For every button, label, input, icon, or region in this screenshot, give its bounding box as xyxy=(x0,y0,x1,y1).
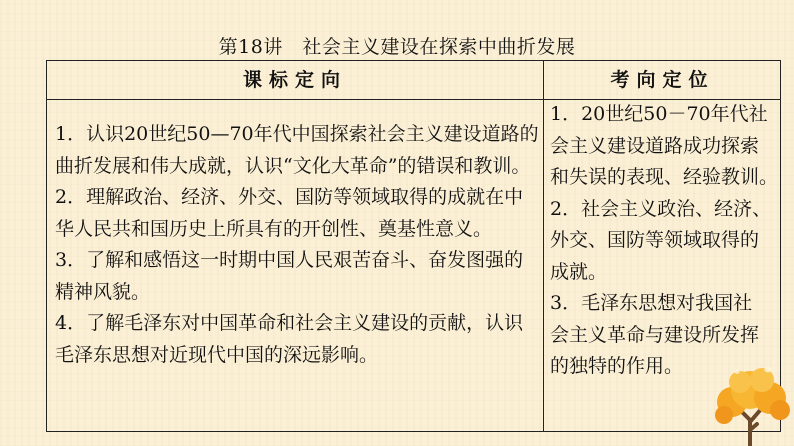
curriculum-line: 2．理解政治、经济、外交、国防等领域取得的成就在中 xyxy=(55,186,524,208)
curriculum-line: 精神风貌。 xyxy=(55,280,151,303)
exam-focus-line: 外交、国防等领域取得的 xyxy=(550,229,760,251)
exam-focus-line: 1．20世纪50－70年代社 xyxy=(550,103,768,125)
curriculum-line: 毛泽东思想对近现代中国的深远影响。 xyxy=(55,343,379,366)
exam-focus-line: 2．社会主义政治、经济、 xyxy=(550,197,772,220)
exam-focus-line: 3．毛泽东思想对我国社 xyxy=(550,292,753,314)
content-table xyxy=(46,60,781,432)
exam-focus-line: 的独特的作用。 xyxy=(550,355,684,377)
column-divider xyxy=(543,61,544,431)
exam-focus-line: 会主义建设道路成功探索 xyxy=(550,134,760,157)
tree-icon xyxy=(710,360,794,446)
exam-focus-line: 和失误的表现、经验教训。 xyxy=(550,166,779,188)
curriculum-line: 1．认识20世纪50—70年代中国探索社会主义建设道路的 xyxy=(55,123,539,145)
exam-focus-line: 会主义革命与建设所发挥 xyxy=(550,323,760,346)
header-exam-focus: 考向定位 xyxy=(610,69,715,91)
page-title: 第18讲 社会主义建设在探索中曲折发展 xyxy=(218,36,576,58)
curriculum-line: 曲折发展和伟大成就，认识“文化大革命”的错误和教训。 xyxy=(55,154,531,177)
exam-focus-text xyxy=(550,99,778,383)
header-curriculum: 课标定向 xyxy=(242,69,347,91)
exam-focus-line: 成就。 xyxy=(550,260,608,283)
curriculum-line: 华人民共和国历史上所具有的开创性、奠基性意义。 xyxy=(55,217,493,240)
curriculum-text xyxy=(55,119,541,371)
curriculum-line: 3．了解和感悟这一时期中国人民艰苦奋斗、奋发图强的 xyxy=(55,249,524,271)
curriculum-line: 4．了解毛泽东对中国革命和社会主义建设的贡献，认识 xyxy=(55,312,524,334)
